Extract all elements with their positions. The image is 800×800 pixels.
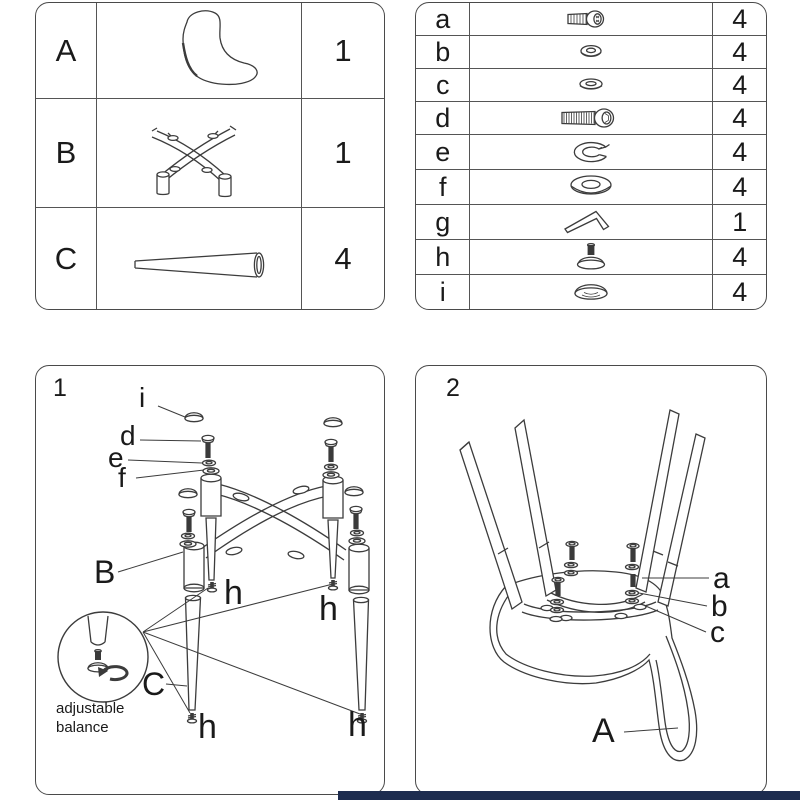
callout-label-a: a — [713, 562, 730, 595]
hardware-qty: 4 — [732, 241, 748, 272]
callout-label-d: d — [120, 420, 136, 451]
hardware-label: h — [435, 241, 451, 272]
callout-label-h: h — [224, 574, 243, 612]
callout-label-i: i — [139, 382, 146, 413]
allen-key-icon — [470, 205, 712, 239]
callout-label-b: b — [711, 590, 728, 623]
hardware-qty: 4 — [732, 276, 748, 307]
hardware-label: a — [435, 3, 451, 34]
callout-label-h: h — [348, 706, 367, 744]
table-row — [416, 36, 766, 69]
table-row — [416, 69, 766, 102]
part-qty: 1 — [334, 32, 352, 68]
hardware-qty: 4 — [732, 102, 748, 133]
parts-table — [35, 2, 385, 310]
callout-label-h: h — [319, 590, 338, 628]
hardware-qty: 1 — [732, 206, 748, 237]
table-row — [416, 170, 766, 205]
hardware-table — [415, 2, 767, 310]
table-row — [416, 3, 766, 36]
adjustable-balance-note: adjustable balance — [56, 700, 125, 736]
long-bolt-icon — [470, 102, 712, 134]
hardware-label: i — [439, 276, 446, 307]
table-row — [416, 102, 766, 135]
part-qty: 1 — [334, 135, 352, 170]
hardware-qty: 4 — [732, 171, 748, 202]
lock-washer-icon — [470, 135, 712, 169]
step2-number: 2 — [446, 374, 460, 402]
table-row — [36, 99, 384, 208]
hardware-label: g — [435, 206, 451, 237]
part-label: C — [54, 240, 78, 276]
hardware-label: b — [435, 36, 451, 67]
hardware-label: e — [435, 136, 451, 167]
callout-label-C: C — [142, 666, 166, 702]
table-row — [416, 240, 766, 275]
table-row — [416, 275, 766, 309]
callout-label-h: h — [198, 708, 217, 746]
callout-label-f: f — [118, 462, 126, 493]
table-row — [36, 208, 384, 309]
hardware-label: f — [438, 171, 447, 202]
hardware-qty: 4 — [732, 69, 748, 100]
table-row — [36, 3, 384, 99]
hardware-label: c — [435, 69, 450, 100]
cross-base-icon — [99, 103, 299, 203]
callout-label-B: B — [94, 554, 116, 590]
foot-glide-icon — [470, 240, 712, 274]
step2-panel — [415, 365, 767, 795]
step1-number: 1 — [53, 374, 67, 402]
step1-panel — [35, 365, 385, 795]
flat-washer-icon — [470, 170, 712, 204]
callout-label-c: c — [710, 616, 725, 649]
part-label: A — [55, 32, 77, 68]
callout-label-A: A — [592, 712, 615, 750]
bottom-banner — [338, 791, 800, 800]
hardware-qty: 4 — [732, 36, 748, 67]
hardware-qty: 4 — [732, 3, 748, 34]
cap-nut-icon — [470, 36, 712, 68]
dome-cap-icon — [470, 275, 712, 309]
hardware-qty: 4 — [732, 136, 748, 167]
chair-shell-icon — [99, 6, 299, 96]
short-bolt-icon — [470, 3, 712, 35]
table-row — [416, 135, 766, 170]
leg-icon — [99, 209, 299, 309]
part-label: B — [55, 135, 77, 170]
table-row — [416, 205, 766, 240]
hardware-label: d — [435, 102, 451, 133]
part-qty: 4 — [334, 240, 352, 276]
callout-label-e: e — [108, 442, 124, 473]
small-washer-icon — [470, 69, 712, 101]
